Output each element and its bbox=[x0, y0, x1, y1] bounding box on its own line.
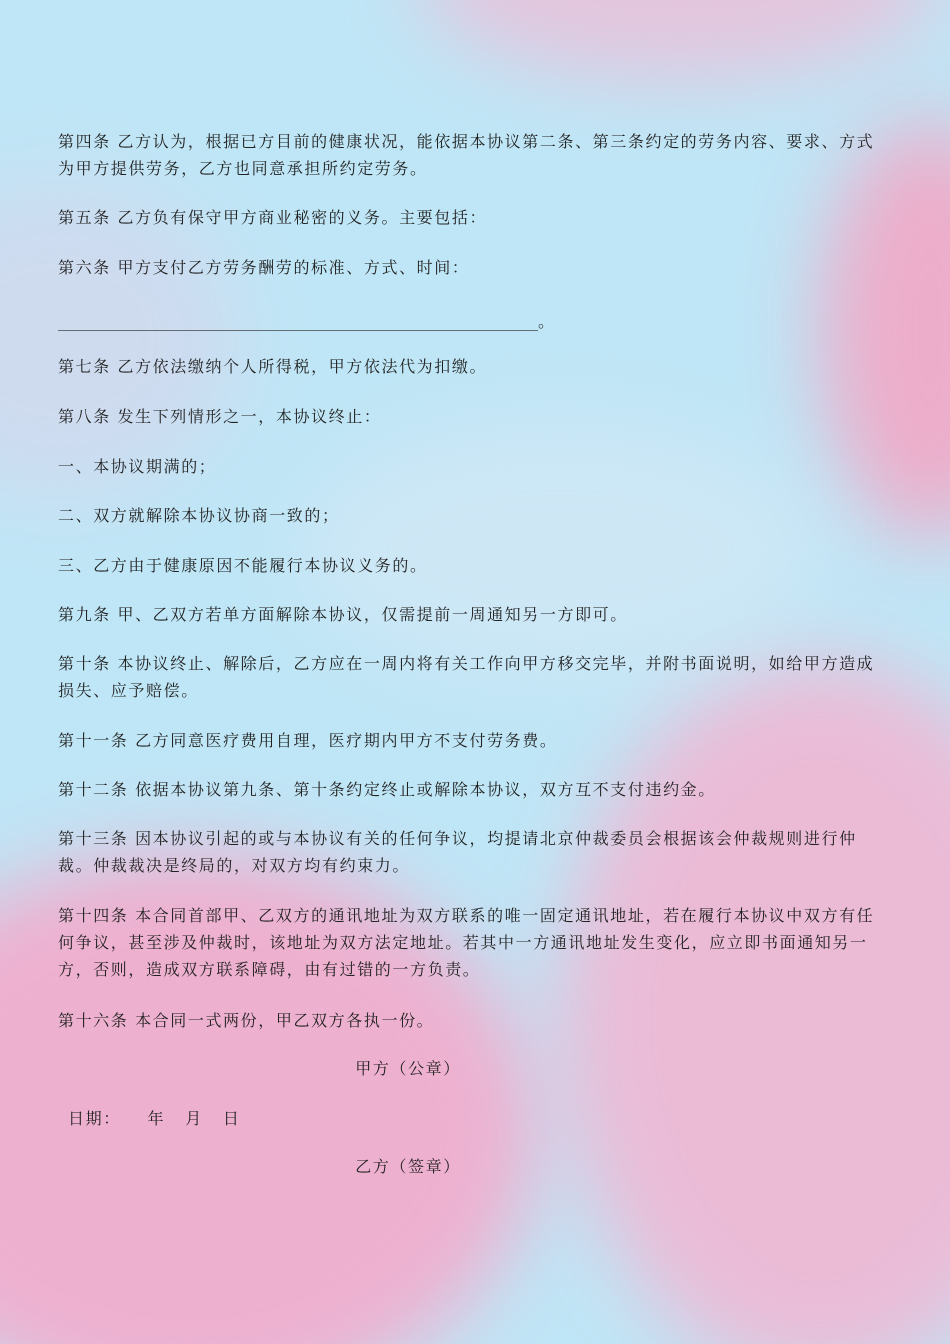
article-11: 第十一条 乙方同意医疗费用自理，医疗期内甲方不支付劳务费。 bbox=[58, 731, 558, 750]
article-4: 第四条 乙方认为，根据已方目前的健康状况，能依据本协议第二条、第三条约定的劳务内容、要求、方式为甲方提供劳务，乙方也同意承担所约定劳务。 bbox=[58, 132, 875, 178]
signature-date: 日期： 年 月 日 bbox=[68, 1109, 241, 1128]
background-blob bbox=[560, 660, 950, 1344]
article-14: 第十四条 本合同首部甲、乙双方的通讯地址为双方联系的唯一固定通讯地址，若在履行本协议中双方有任何争议，甚至涉及仲裁时，该地址为双方法定地址。若其中一方通讯地址发生变化，应立即书面通知另一方，否则，造成双方联系障碍，由有过错的一方负责。 bbox=[58, 906, 875, 979]
article-8-item-1: 一、本协议期满的； bbox=[58, 457, 217, 476]
article-12: 第十二条 依据本协议第九条、第十条约定终止或解除本协议，双方互不支付违约金。 bbox=[58, 780, 716, 799]
article-13: 第十三条 因本协议引起的或与本协议有关的任何争议，均提请北京仲裁委员会根据该会仲裁规则进行仲裁。仲裁裁决是终局的，对双方均有约束力。 bbox=[58, 829, 857, 875]
party-a-seal: 甲方（公章） bbox=[355, 1059, 461, 1078]
article-10: 第十条 本协议终止、解除后，乙方应在一周内将有关工作向甲方移交完毕，并附书面说明，如给甲方造成损失、应予赔偿。 bbox=[58, 654, 875, 700]
blank-line: ____________________________________________________________。 bbox=[58, 312, 555, 331]
article-8-item-3: 三、乙方由于健康原因不能履行本协议义务的。 bbox=[58, 556, 428, 575]
article-5: 第五条 乙方负有保守甲方商业秘密的义务。主要包括： bbox=[58, 208, 488, 227]
article-16: 第十六条 本合同一式两份，甲乙双方各执一份。 bbox=[58, 1011, 435, 1030]
article-9: 第九条 甲、乙双方若单方面解除本协议，仅需提前一周通知另一方即可。 bbox=[58, 605, 628, 624]
article-7: 第七条 乙方依法缴纳个人所得税，甲方依法代为扣缴。 bbox=[58, 357, 488, 376]
article-8-item-2: 二、双方就解除本协议协商一致的； bbox=[58, 506, 340, 525]
party-b-seal: 乙方（签章） bbox=[355, 1157, 461, 1176]
background-blob bbox=[420, 0, 940, 80]
article-8: 第八条 发生下列情形之一，本协议终止： bbox=[58, 407, 382, 426]
article-6: 第六条 甲方支付乙方劳务酬劳的标准、方式、时间： bbox=[58, 258, 470, 277]
